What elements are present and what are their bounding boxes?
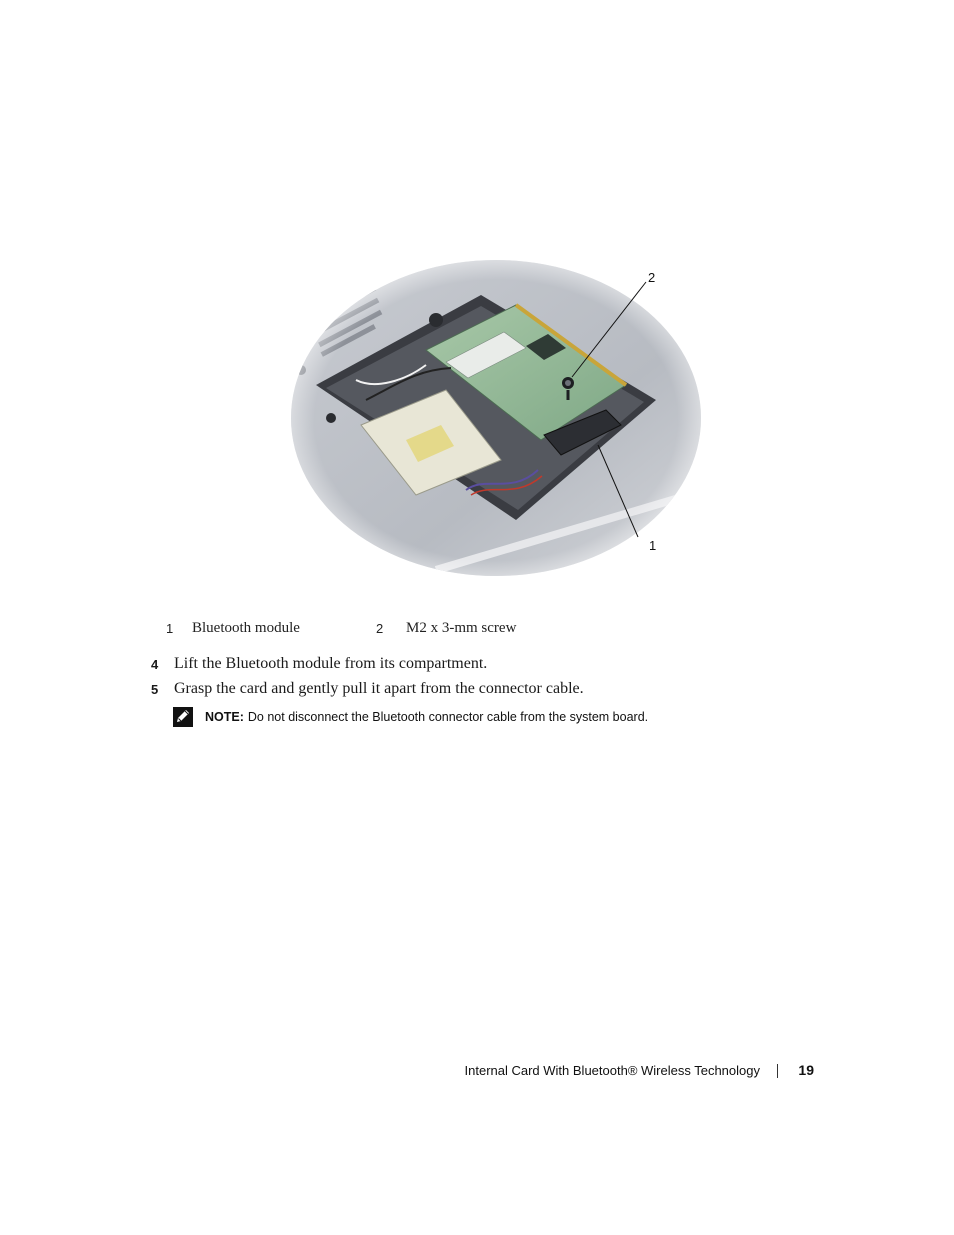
legend-item-1-number: 1 <box>166 621 174 636</box>
step-5-text: Grasp the card and gently pull it apart from the connector cable. <box>174 680 584 697</box>
footer-separator <box>777 1064 778 1078</box>
callout-2: 2 <box>648 270 656 285</box>
legend-item-2-number: 2 <box>376 621 384 636</box>
note-text: Do not disconnect the Bluetooth connector cable from the system board. <box>247 710 649 724</box>
step-4-text: Lift the Bluetooth module from its compartment. <box>174 655 488 672</box>
legend-item-1-label: Bluetooth module <box>192 620 300 636</box>
callout-1: 1 <box>649 538 657 553</box>
page-footer <box>440 1062 820 1082</box>
footer-title: Internal Card With Bluetooth® Wireless Technology <box>464 1063 760 1078</box>
legend-item-2-label: M2 x 3-mm screw <box>406 620 517 636</box>
bluetooth-module-illustration <box>276 250 716 590</box>
pencil-note-icon <box>173 707 193 727</box>
page-number: 19 <box>798 1062 814 1078</box>
step-4-number: 4 <box>151 657 159 672</box>
step-5-number: 5 <box>151 682 159 697</box>
note-block <box>173 705 813 729</box>
note-label: NOTE: <box>205 710 244 724</box>
